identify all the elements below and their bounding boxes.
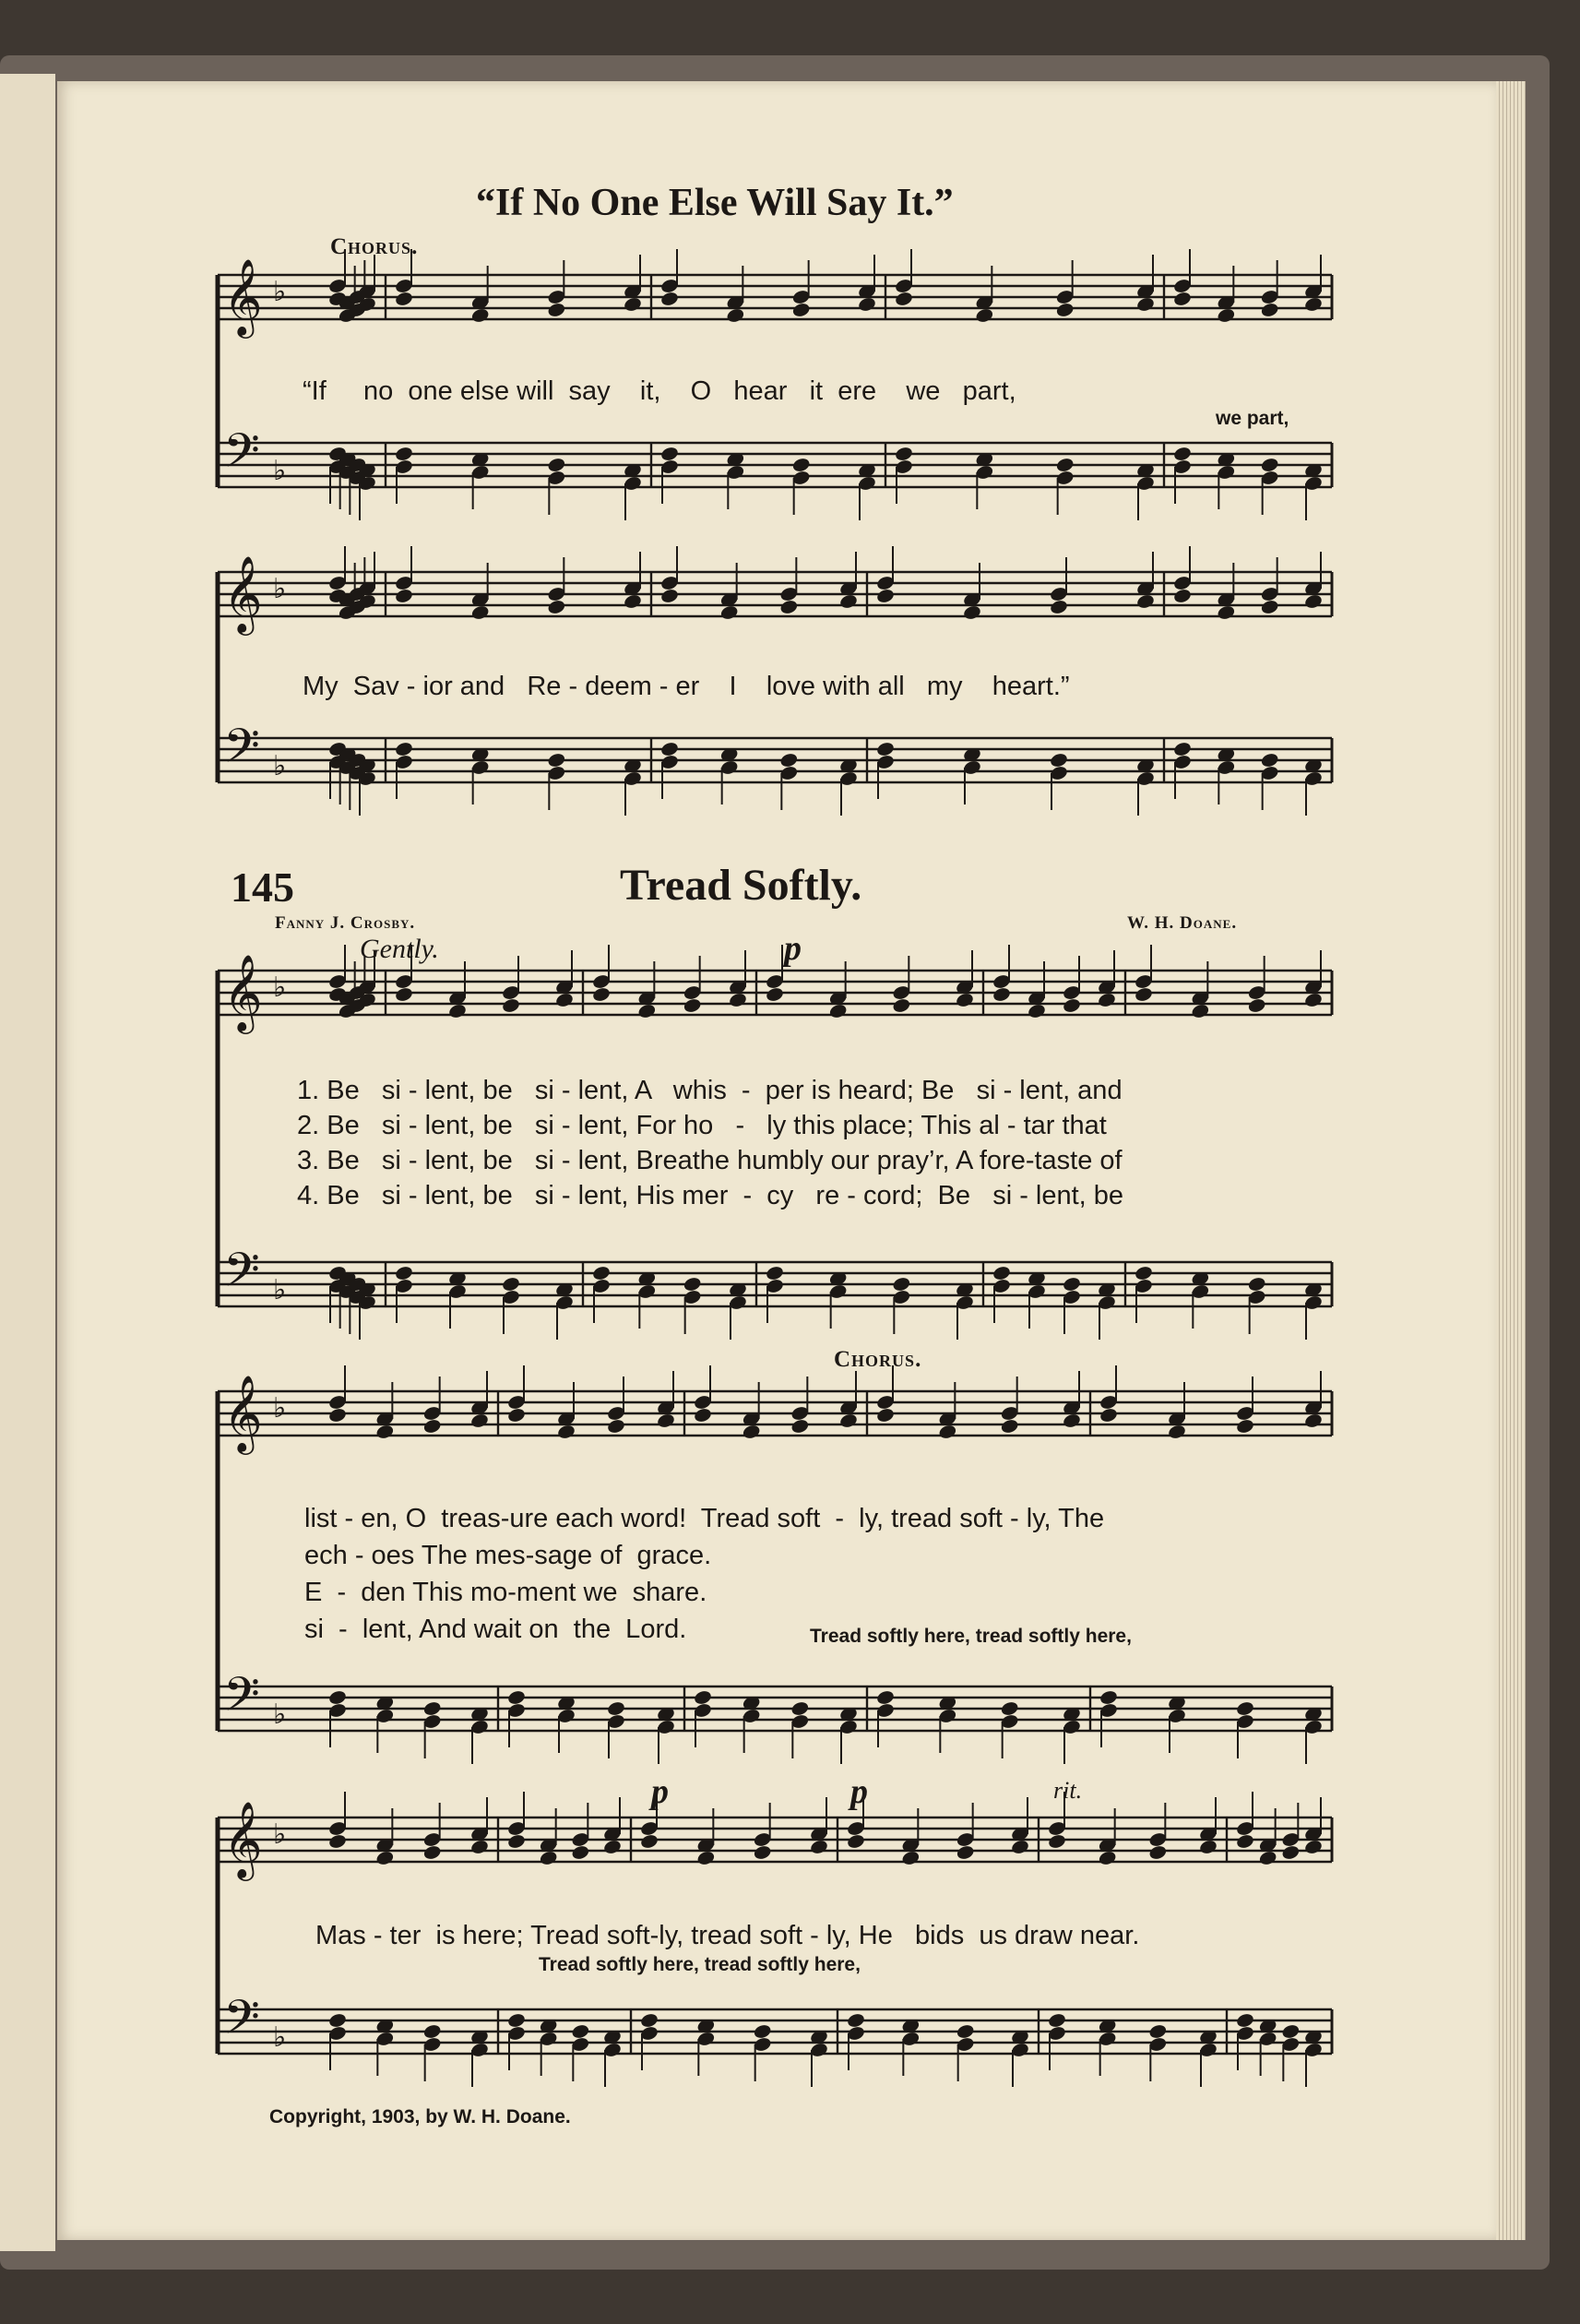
- note-head: [779, 599, 799, 615]
- note-head: [790, 1418, 810, 1435]
- flat-icon: ♭: [273, 971, 287, 1004]
- hymn2-title: Tread Softly.: [620, 861, 862, 910]
- note-head: [547, 457, 566, 473]
- note-head: [1303, 1412, 1323, 1429]
- note-head: [554, 992, 574, 1008]
- note-head: [693, 1407, 712, 1424]
- author-credit: Fanny J. Crosby.: [275, 913, 416, 933]
- note-head: [1010, 1839, 1029, 1855]
- note-head: [327, 1833, 347, 1850]
- note-head: [394, 986, 413, 1003]
- note-head: [901, 1850, 921, 1866]
- note-head: [1235, 1700, 1254, 1717]
- note-head: [938, 1424, 957, 1440]
- note-head: [955, 992, 974, 1008]
- verse1-line1: 1. Be si - lent, be si - lent, A whis - per is heard; Be si - lent, and: [297, 1076, 1123, 1105]
- note-head: [506, 1689, 526, 1706]
- hymn2-chorus-label: Chorus.: [834, 1347, 922, 1372]
- note-head: [894, 446, 913, 462]
- note-head: [846, 1833, 865, 1850]
- note-head: [791, 302, 811, 318]
- note-head: [547, 752, 566, 769]
- note-head: [501, 1276, 520, 1293]
- note-head: [591, 1265, 611, 1281]
- note-head: [1062, 1276, 1081, 1293]
- verse4-line1: 4. Be si - lent, be si - lent, His mer - cy re - cord; Be si - lent, be: [297, 1181, 1124, 1210]
- hymn1-chorus-label: Chorus.: [330, 234, 419, 259]
- note-head: [659, 741, 679, 757]
- note-head: [894, 291, 913, 307]
- note-head: [1148, 2023, 1168, 2040]
- note-head: [765, 986, 784, 1003]
- note-head: [1062, 997, 1081, 1014]
- note-head: [656, 1412, 675, 1429]
- treble-clef-icon: 𝄞: [223, 1374, 263, 1451]
- note-head: [875, 1689, 895, 1706]
- verse3-line2: E - den This mo-ment we share.: [304, 1578, 707, 1607]
- note-head: [637, 1003, 657, 1019]
- note-head: [1172, 741, 1192, 757]
- note-head: [1217, 604, 1236, 621]
- note-head: [571, 2023, 590, 2040]
- note-head: [394, 588, 413, 604]
- note-head: [469, 1412, 489, 1429]
- note-head: [875, 741, 895, 757]
- bass-lyric-line3: Tread softly here, tread softly here,: [539, 1954, 861, 1975]
- flat-icon: ♭: [273, 1818, 287, 1851]
- note-head: [1172, 446, 1192, 462]
- note-head: [1135, 593, 1155, 610]
- note-head: [846, 2012, 865, 2029]
- tempo-marking: Gently.: [360, 934, 439, 964]
- note-head: [571, 1844, 590, 1861]
- flat-icon: ♭: [273, 1698, 287, 1731]
- note-head: [506, 2012, 526, 2029]
- flat-icon: ♭: [273, 573, 287, 605]
- note-head: [892, 997, 911, 1014]
- note-head: [539, 1850, 558, 1866]
- flat-icon: ♭: [273, 276, 287, 308]
- dynamic-p-3: p: [850, 1772, 868, 1811]
- note-head: [696, 1850, 716, 1866]
- note-head: [375, 1424, 395, 1440]
- note-head: [1235, 1833, 1254, 1850]
- flat-icon: ♭: [273, 1274, 287, 1306]
- hymn-number: 145: [231, 864, 294, 911]
- note-head: [623, 593, 642, 610]
- note-head: [956, 1844, 975, 1861]
- note-head: [1235, 2012, 1254, 2029]
- hymn1-lyric-line1: “If no one else will say it, O hear it ere we part,: [303, 376, 1016, 406]
- note-head: [693, 1689, 712, 1706]
- note-head: [1303, 992, 1323, 1008]
- note-head: [992, 986, 1011, 1003]
- note-head: [1134, 986, 1153, 1003]
- note-head: [422, 1418, 442, 1435]
- note-head: [1000, 1700, 1019, 1717]
- dynamic-marking: p: [784, 929, 802, 968]
- note-head: [447, 1003, 467, 1019]
- note-head: [1055, 457, 1075, 473]
- note-head: [394, 1265, 413, 1281]
- note-head: [1260, 302, 1279, 318]
- bass-clef-icon: 𝄢: [223, 1989, 260, 2056]
- bass-clef-icon: 𝄢: [223, 718, 260, 785]
- note-head: [375, 1850, 395, 1866]
- note-head: [1235, 1418, 1254, 1435]
- note-head: [506, 1833, 526, 1850]
- bass-lyric-line2: Tread softly here, tread softly here,: [810, 1626, 1132, 1647]
- note-head: [327, 2012, 347, 2029]
- treble-clef-icon: 𝄞: [223, 554, 263, 632]
- verse2-line2: ech - oes The mes-sage of grace.: [304, 1541, 712, 1570]
- note-head: [327, 1689, 347, 1706]
- note-head: [639, 1833, 659, 1850]
- note-head: [659, 291, 679, 307]
- note-head: [962, 604, 981, 621]
- note-head: [501, 997, 520, 1014]
- note-head: [1047, 1833, 1066, 1850]
- note-head: [422, 1700, 442, 1717]
- note-head: [1055, 302, 1075, 318]
- note-head: [1198, 1839, 1218, 1855]
- hymn1-bass-lyric-line1: we part,: [1216, 408, 1289, 429]
- note-head: [753, 1844, 772, 1861]
- note-head: [1097, 992, 1116, 1008]
- note-head: [659, 446, 679, 462]
- bass-clef-icon: 𝄢: [223, 1242, 260, 1309]
- hymn1-lyric-line2: My Sav - ior and Re - deem - er I love with all my heart.”: [303, 672, 1070, 701]
- note-head: [1247, 1276, 1266, 1293]
- composer-credit: W. H. Doane.: [1127, 913, 1238, 933]
- verse3-line1: 3. Be si - lent, be si - lent, Breathe humbly our pray’r, A fore-taste of: [297, 1146, 1123, 1175]
- note-head: [892, 1276, 911, 1293]
- note-head: [875, 588, 895, 604]
- ritardando-marking: rit.: [1053, 1777, 1083, 1804]
- note-head: [639, 2012, 659, 2029]
- verse2-line1: 2. Be si - lent, be si - lent, For ho - ly this place; This al - tar that: [297, 1111, 1107, 1140]
- note-head: [394, 291, 413, 307]
- note-head: [838, 1412, 858, 1429]
- note-head: [1172, 588, 1192, 604]
- note-head: [1167, 1424, 1186, 1440]
- note-head: [1047, 2012, 1066, 2029]
- note-head: [1049, 752, 1068, 769]
- flat-icon: ♭: [273, 455, 287, 487]
- bass-clef-icon: 𝄢: [223, 1666, 260, 1734]
- dynamic-p-2: p: [651, 1772, 669, 1811]
- note-head: [791, 457, 811, 473]
- note-head: [683, 1276, 702, 1293]
- note-head: [992, 1265, 1011, 1281]
- note-head: [1099, 1689, 1118, 1706]
- note-head: [591, 986, 611, 1003]
- note-head: [1191, 1003, 1210, 1019]
- note-head: [1281, 2023, 1301, 2040]
- note-head: [742, 1424, 761, 1440]
- note-head: [1303, 593, 1323, 610]
- note-head: [765, 1265, 784, 1281]
- note-head: [547, 302, 566, 318]
- verse4-line2: si - lent, And wait on the Lord.: [304, 1615, 687, 1644]
- note-head: [1247, 997, 1266, 1014]
- note-head: [1099, 1407, 1118, 1424]
- note-head: [606, 1418, 625, 1435]
- lyric-line3: Mas - ter is here; Tread soft-ly, tread soft - ly, He bids us draw near.: [315, 1921, 1140, 1950]
- note-head: [1172, 291, 1192, 307]
- flat-icon: ♭: [273, 1392, 287, 1424]
- note-head: [506, 1407, 526, 1424]
- note-head: [1148, 1844, 1168, 1861]
- flat-icon: ♭: [273, 750, 287, 782]
- note-head: [1027, 1003, 1046, 1019]
- note-head: [422, 1844, 442, 1861]
- note-head: [1260, 752, 1279, 769]
- note-head: [470, 307, 490, 324]
- note-head: [1098, 1850, 1117, 1866]
- note-head: [469, 1839, 489, 1855]
- note-head: [728, 992, 747, 1008]
- note-head: [1258, 1850, 1277, 1866]
- note-head: [327, 1407, 347, 1424]
- note-head: [828, 1003, 848, 1019]
- treble-clef-icon: 𝄞: [223, 1800, 263, 1877]
- note-head: [1281, 1844, 1301, 1861]
- note-head: [606, 1700, 625, 1717]
- note-head: [602, 1839, 622, 1855]
- note-head: [857, 296, 876, 313]
- note-head: [422, 2023, 442, 2040]
- note-head: [1217, 307, 1236, 324]
- treble-clef-icon: 𝄞: [223, 953, 263, 1031]
- note-head: [875, 1407, 895, 1424]
- note-head: [1303, 1839, 1323, 1855]
- note-head: [726, 307, 745, 324]
- note-head: [1135, 296, 1155, 313]
- note-head: [556, 1424, 576, 1440]
- verse1-line2: list - en, O treas-ure each word! Tread soft - ly, tread soft - ly, The: [304, 1504, 1105, 1533]
- note-head: [623, 296, 642, 313]
- note-head: [956, 2023, 975, 2040]
- note-head: [1049, 599, 1068, 615]
- treble-clef-icon: 𝄞: [223, 257, 263, 335]
- note-head: [1303, 296, 1323, 313]
- note-head: [547, 599, 566, 615]
- note-head: [1000, 1418, 1019, 1435]
- note-head: [1260, 599, 1279, 615]
- note-head: [659, 588, 679, 604]
- note-head: [470, 604, 490, 621]
- note-head: [790, 1700, 810, 1717]
- copyright-notice: Copyright, 1903, by W. H. Doane.: [269, 2106, 571, 2127]
- note-head: [1062, 1412, 1081, 1429]
- note-head: [975, 307, 994, 324]
- note-head: [838, 593, 858, 610]
- note-head: [719, 604, 739, 621]
- note-head: [809, 1839, 828, 1855]
- bass-clef-icon: 𝄢: [223, 423, 260, 490]
- note-head: [779, 752, 799, 769]
- note-head: [1260, 457, 1279, 473]
- note-head: [394, 446, 413, 462]
- note-head: [1134, 1265, 1153, 1281]
- note-head: [753, 2023, 772, 2040]
- note-head: [683, 997, 702, 1014]
- flat-icon: ♭: [273, 2021, 287, 2054]
- note-head: [394, 741, 413, 757]
- hymn1-title: “If No One Else Will Say It.”: [476, 182, 954, 224]
